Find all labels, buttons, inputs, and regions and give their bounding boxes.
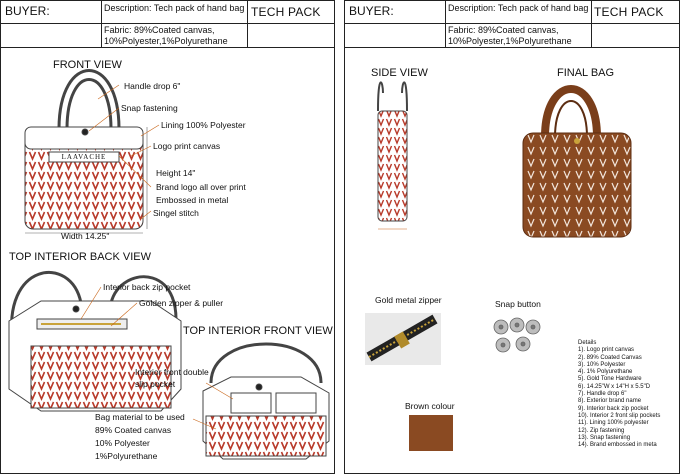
details-item: 2). 89% Coated Canvas — [578, 354, 642, 361]
details-item: 12). Zip fastening — [578, 427, 625, 434]
material-3: 1%Polyurethane — [95, 451, 158, 461]
details-item: 7). Handle drop 6" — [578, 391, 627, 398]
details-item: 5). Gold Tone Hardware — [578, 376, 642, 383]
snap-fastening-label: Snap fastening — [121, 103, 178, 113]
bag-material-label: Bag material to be used — [95, 412, 185, 422]
fabric-line-1: Fabric: 89%Coated canvas, — [448, 25, 559, 35]
snap-button-photo — [494, 318, 540, 352]
top-interior-front-bag — [203, 344, 329, 459]
snap-button-label: Snap button — [495, 299, 541, 309]
side-view-bag — [378, 82, 407, 229]
golden-zipper-label: Golden zipper & puller — [139, 298, 224, 308]
details-item: 3). 10% Polyester — [578, 361, 626, 368]
height-label: Height 14" — [156, 168, 196, 178]
tech-pack-page-left — [0, 0, 335, 474]
description-label: Description: Tech pack of hand bag — [448, 3, 589, 13]
material-2: 10% Polyester — [95, 438, 150, 448]
lining-label: Lining 100% Polyester — [161, 120, 246, 130]
width-label: Width 14.25" — [61, 231, 110, 241]
brand-logo-label: Brand logo all over print — [156, 182, 246, 192]
tech-pack-page-right — [344, 0, 680, 474]
tech-pack-title: TECH PACK — [251, 5, 321, 19]
top-interior-back-title: TOP INTERIOR BACK VIEW — [9, 251, 152, 263]
front-slip-label-2: slip pocket — [135, 379, 176, 389]
details-item: 14). Brand embossed in meta — [578, 442, 657, 449]
details-item: 4). 1% Polyurethane — [578, 369, 633, 376]
left-drawings — [1, 1, 336, 475]
front-view-title: FRONT VIEW — [53, 59, 122, 71]
details-item: 8). Exterior brand name — [578, 398, 642, 405]
buyer-label: BUYER: — [5, 4, 50, 18]
front-slip-label-1: Interior front double — [135, 367, 209, 377]
handle-drop-label: Handle drop 6" — [124, 81, 181, 91]
final-bag — [523, 89, 631, 237]
details-item: 11). Lining 100% polyester — [578, 420, 649, 427]
details-item: 13). Snap fastening — [578, 434, 631, 441]
brand-name-plate: LAAVACHE — [61, 153, 107, 161]
top-interior-front-title: TOP INTERIOR FRONT VIEW — [183, 325, 333, 337]
buyer-label: BUYER: — [349, 4, 394, 18]
material-1: 89% Coated canvas — [95, 425, 172, 435]
logo-print-label: Logo print canvas — [153, 141, 221, 151]
embossed-label: Embossed in metal — [156, 195, 229, 205]
fabric-line-2: 10%Polyester,1%Polyurethane — [448, 36, 572, 46]
tech-pack-title: TECH PACK — [594, 5, 664, 19]
fabric-line-2: 10%Polyester,1%Polyurethane — [104, 36, 228, 46]
gold-zipper-photo — [365, 313, 441, 365]
single-stitch-label: Singel stitch — [153, 208, 199, 218]
details-item: 10). Interior 2 front slip pockets — [578, 412, 661, 419]
side-view-title: SIDE VIEW — [371, 67, 428, 79]
final-bag-title: FINAL BAG — [557, 67, 615, 79]
details-item: 6). 14.25"W x 14"H x 5.5"D — [578, 383, 651, 390]
description-label: Description: Tech pack of hand bag — [104, 3, 245, 13]
back-zip-pocket-label: Interior back zip pocket — [103, 282, 191, 292]
details-item: 1). Logo print canvas — [578, 347, 635, 354]
details-title: Details — [578, 340, 597, 346]
details-list — [578, 340, 660, 449]
details-item: 9). Interior back zip pocket — [578, 405, 649, 412]
brown-colour-swatch — [409, 415, 453, 451]
gold-zipper-label: Gold metal zipper — [375, 295, 442, 305]
fabric-line-1: Fabric: 89%Coated canvas, — [104, 25, 215, 35]
top-interior-back-bag — [9, 272, 181, 411]
brown-colour-label: Brown colour — [405, 401, 455, 411]
front-view-bag — [25, 71, 143, 230]
